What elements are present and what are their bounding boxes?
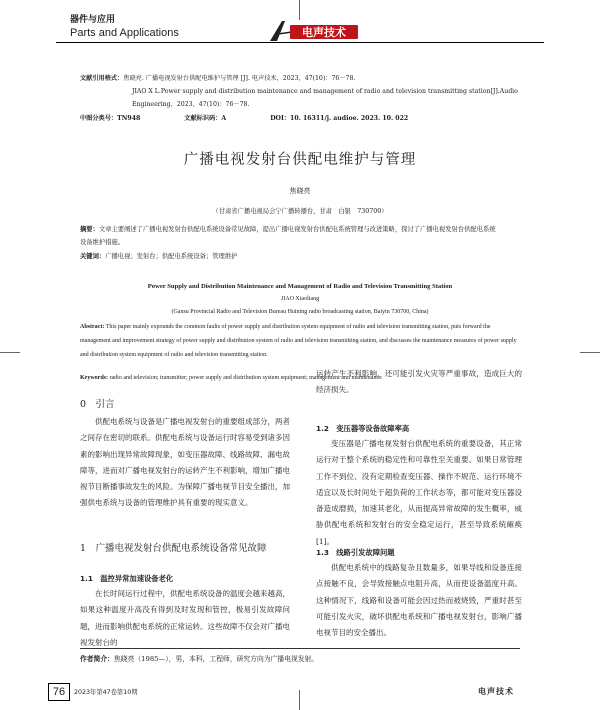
abstract-cn-label: 摘要： <box>80 226 99 233</box>
author-footnote <box>80 653 318 663</box>
affiliation-cn: （甘肃省广播电视局会宁广播转播台，甘肃 白银 730700） <box>212 208 388 215</box>
section-1-1-body <box>80 586 290 651</box>
section-1-1-paragraph: 在长时间运行过程中，供配电系统设备的温度会越来越高，如果这种温度升高没有得到及时发现和管控，极易引发故障问题，进而影响供配电系统的正常运转。这些故障不仅会对广播电视发射台的 <box>80 589 290 647</box>
section-1-2-body <box>316 436 522 550</box>
abstract-en-text: This paper mainly expounds the common faults of power supply and distribution system equipment of radio and television transmitting station, puts forward the management and improvement strategy of power supply and distribution system of radio and television transmitting station, and discusses the maintenance measures of power supply and distribution system equipment of radio and television transmitting station. <box>80 324 517 358</box>
section-1-1-heading: 1.1 温控异常加速设备老化 <box>80 574 174 583</box>
footnote-label: 作者简介： <box>80 655 114 663</box>
citation-en-1: JIAO X L.Power supply and distribution maintenance and management of radio and television transmitting station[J].Audio <box>132 88 518 95</box>
crop-mark <box>299 0 300 20</box>
article-meta <box>80 113 450 122</box>
section-1-1-continued <box>316 366 522 399</box>
header-section-cn: 器件与应用 <box>70 15 116 25</box>
clc-value: TN948 <box>117 115 141 122</box>
journal-logo <box>268 20 360 42</box>
header-section-en: Parts and Applications <box>70 27 179 39</box>
section-1-2-heading: 1.2 变压器等设备故障率高 <box>316 424 410 433</box>
author-cn: 焦晓亮 <box>289 187 311 195</box>
section-0-body <box>80 414 290 512</box>
paper-title-cn: 广播电视发射台供配电维护与管理 <box>183 152 417 168</box>
citation-block <box>80 72 520 111</box>
abstract-en-label: Abstract: <box>80 324 105 330</box>
crop-mark <box>580 352 600 353</box>
crop-mark <box>299 690 300 710</box>
abstract-cn-text: 文章主要阐述了广播电视发射台供配电系统设备常见故障，提出广播电视发射台供配电系统管理与改进策略，探讨了广播电视发射台供配电系统设备维护措施。 <box>80 226 496 246</box>
page-number: 76 <box>48 683 70 701</box>
citation-cn: 焦晓亮. 广播电视发射台供配电维护与管理 [J]. 电声技术，2023，47(10)：76－78. <box>123 75 356 82</box>
keywords-en-label: Keywords: <box>80 375 108 381</box>
issue-info: 2023年第47卷第10期 <box>74 689 138 696</box>
section-1-3-heading: 1.3 线路引发故障问题 <box>316 548 395 557</box>
doi-label: DOI： <box>270 115 291 122</box>
abstract-cn <box>80 223 500 249</box>
header-rule <box>56 42 544 43</box>
section-1-1-continued-paragraph: 运转产生不利影响，还可能引发火灾等严重事故，造成巨大的经济损失。 <box>316 369 522 395</box>
author-en: JIAO Xiaoliang <box>280 296 320 302</box>
citation-label: 文献引用格式： <box>80 75 124 82</box>
section-1-heading: 1 广播电视发射台供配电系统设备常见故障 <box>80 543 267 554</box>
section-0-heading: 0 引言 <box>80 399 115 410</box>
keywords-cn-label: 关键词： <box>80 253 106 260</box>
keywords-cn-text: 广播电视；发射台；供配电系统设备；管理维护 <box>105 253 238 260</box>
keywords-cn <box>80 251 520 260</box>
footer-journal-name: 电声技术 <box>478 687 514 696</box>
section-0-paragraph: 供配电系统与设备是广播电视发射台的重要组成部分，两者之间存在密切的联系。供配电系统与设备运行时容易受到诸多因素的影响出现异常故障现象，如变压器故障、线路故障、漏电故障等，进而对广播电视发射台的运转产生不利影响，增加广播电视节目断播事故发生的风险。为保障广播电视节目安全播出，加强供电系统与设备的管理维护具有重要的现实意义。 <box>80 417 290 508</box>
paper-title-en: Power Supply and Distribution Maintenance and Management of Radio and Television Transmitting Station <box>147 283 453 290</box>
section-1-3-body <box>316 560 522 641</box>
section-1-3-paragraph: 供配电系统中的线路复杂且数量多，如果导线和设备连接点接触不良，会导致接触点电阻升高，从而使设备温度升高。这种情况下，线路和设备可能会因过热而被烧毁，严重时甚至可能引发火灾，破坏供配电系统和广播电视发射台，影响广播电视节目的安全播出。 <box>316 563 522 638</box>
keywords-en-text: radio and television; transmitter; power supply and distribution system equipment; management and maintenance <box>109 375 382 381</box>
citation-en-2: Engineering，2023，47(10)：76－78. <box>132 101 250 108</box>
abstract-en <box>80 320 520 362</box>
affiliation-en: (Gansu Provincial Radio and Television Bureau Huining radio broadcasting station, Baiyin 730700, China) <box>171 309 429 315</box>
doc-code-label: 文献标识码： <box>184 115 222 122</box>
journal-logo-text: 电声技术 <box>302 26 346 39</box>
footnote-text: 焦晓亮（1985—），男，本科，工程师，研究方向为广播电视发射。 <box>113 655 319 663</box>
doi-value: 10. 16311/j. audioe. 2023. 10. 022 <box>290 115 409 122</box>
footnote-rule <box>80 648 520 649</box>
crop-mark <box>0 352 20 353</box>
clc-label: 中图分类号： <box>80 115 118 122</box>
section-1-2-paragraph: 变压器是广播电视发射台供配电系统的重要设备，其正常运行对于整个系统的稳定性和可靠性至关重要。如果日常管理工作不到位、没有定期检查变压器、操作不规范、运行环境不适宜以及长时间处于超负荷的工作状态等，都可能对变压器设备造成磨损，加速其老化，从而提高异常故障的发生概率，威胁供配电系统和发射台的安全稳定运行，甚至导致系统瘫痪[1]。 <box>316 439 522 546</box>
doc-code-value: A <box>221 115 227 122</box>
